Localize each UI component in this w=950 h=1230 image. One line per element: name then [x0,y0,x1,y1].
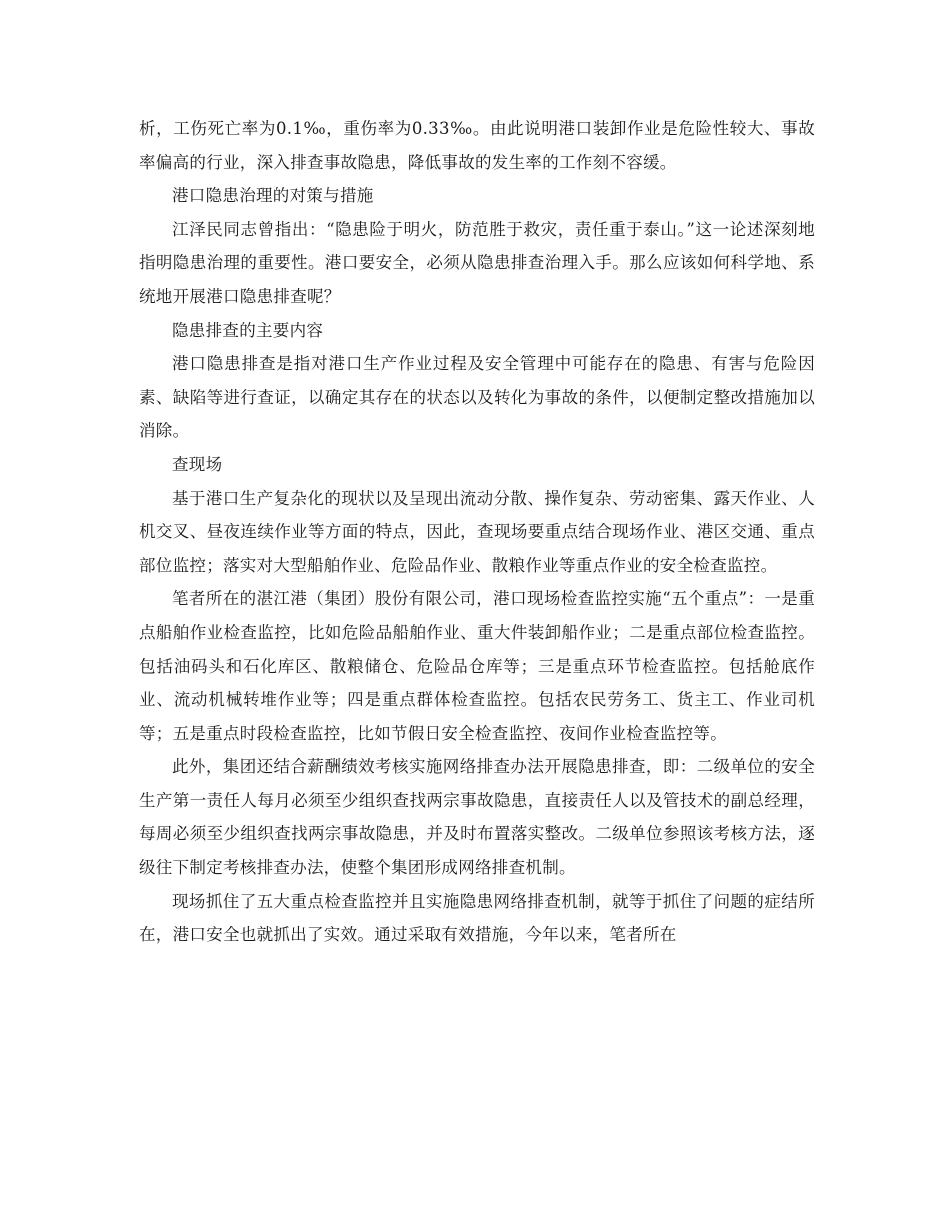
section-heading-main-content: 隐患排查的主要内容 [172,320,324,340]
paragraph-jiang-quote: 江泽民同志曾指出：“隐患险于明火，防范胜于救灾，责任重于泰山。”这一论述深刻地指明隐患治理的重要性。港口要安全，必须从隐患排查治理入手。那么应该如何科学地、系统地开展港口隐患排查呢？ [139,219,815,306]
section-heading-site-inspection: 查现场 [172,454,223,474]
paragraph-network-inspection: 此外，集团还结合薪酬绩效考核实施网络排查办法开展隐患排查，即：二级单位的安全生产第一责任人每月必须至少组织查找两宗事故隐患，直接责任人以及管技术的副总经理，每周必须至少组织查找两宗事故隐患，并及时布置落实整改。二级单位参照该考核方法，逐级往下制定考核排查办法，使整个集团形成网络排查机制。 [139,757,815,878]
paragraph-results: 现场抓住了五大重点检查监控并且实施隐患网络排查机制，就等于抓住了问题的症结所在，港口安全也就抓出了实效。通过采取有效措施，今年以来，笔者所在 [139,891,815,945]
section-heading-countermeasures: 港口隐患治理的对策与措施 [172,186,374,206]
paragraph-definition: 港口隐患排查是指对港口生产作业过程及安全管理中可能存在的隐患、有害与危险因素、缺陷等进行查证，以确定其存在的状态以及转化为事故的条件，以便制定整改措施加以消除。 [139,354,815,441]
paragraph-five-key-points: 笔者所在的湛江港（集团）股份有限公司，港口现场检查监控实施“五个重点”：一是重点船舶作业检查监控，比如危险品船舶作业、重大件装卸船作业；二是重点部位检查监控。包括油码头和石化库区、散粮储仓、危险品仓库等；三是重点环节检查监控。包括舱底作业、流动机械转堆作业等；四是重点群体检查监控。包括农民劳务工、货主工、作业司机等；五是重点时段检查监控，比如节假日安全检查监控、夜间作业检查监控等。 [139,589,815,743]
paragraph-site-features: 基于港口生产复杂化的现状以及呈现出流动分散、操作复杂、劳动密集、露天作业、人机交叉、昼夜连续作业等方面的特点，因此，查现场要重点结合现场作业、港区交通、重点部位监控；落实对大型船舶作业、危险品作业、散粮作业等重点作业的安全检查监控。 [139,488,815,575]
paragraph-accident-rate: 析，工伤死亡率为0.1‰，重伤率为0.33‰。由此说明港口装卸作业是危险性较大、事故率偏高的行业，深入排查事故隐患，降低事故的发生率的工作刻不容缓。 [139,119,815,172]
document-body [139,112,815,952]
